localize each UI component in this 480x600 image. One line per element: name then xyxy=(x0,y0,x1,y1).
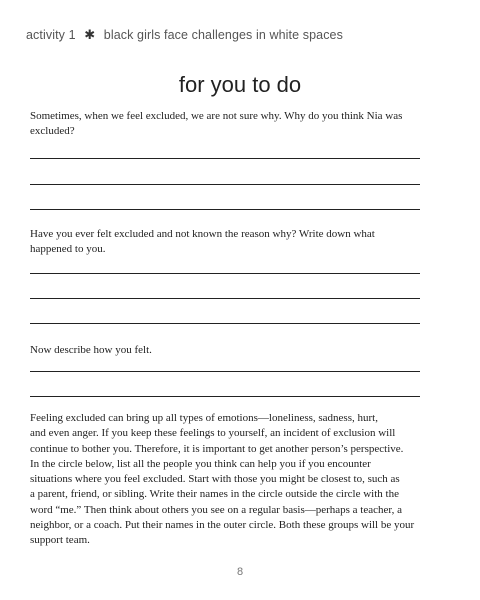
paragraph-line: situations where you feel excluded. Start with those you might be closest to, such as xyxy=(30,473,400,486)
question-2-line-1: Have you ever felt excluded and not known the reason why? Write down what xyxy=(30,228,375,240)
answer-line[interactable] xyxy=(30,396,420,397)
asterisk-star-icon: ✱ xyxy=(84,27,96,42)
paragraph-line: and even anger. If you keep these feelings to yourself, an incident of exclusion will xyxy=(30,427,396,440)
paragraph-line: In the circle below, list all the people you think can help you if you encounter xyxy=(30,457,371,470)
answer-line[interactable] xyxy=(30,298,420,299)
question-3-prompt xyxy=(30,343,430,358)
paragraph-line: support team. xyxy=(30,534,90,547)
activity-label: activity 1 xyxy=(26,28,76,42)
paragraph-line: word “me.” Then think about others you see on a regular basis—perhaps a teacher, a xyxy=(30,503,403,516)
chapter-title: black girls face challenges in white spaces xyxy=(103,28,343,42)
question-2-prompt xyxy=(30,227,430,257)
paragraph-line: a parent, friend, or sibling. Write their names in the circle outside the circle with the xyxy=(30,488,399,501)
section-title: for you to do xyxy=(178,72,302,97)
paragraph-line: Feeling excluded can bring up all types of emotions—loneliness, sadness, hurt, xyxy=(30,412,378,424)
support-team-instructions xyxy=(30,411,445,549)
question-1-line-1: Sometimes, when we feel excluded, we are not sure why. Why do you think Nia was xyxy=(30,110,403,122)
question-1-prompt xyxy=(30,109,430,139)
page-number: 8 xyxy=(236,566,244,578)
answer-line[interactable] xyxy=(30,371,420,372)
answer-line[interactable] xyxy=(30,273,420,274)
question-1-line-2: excluded? xyxy=(30,125,75,137)
paragraph-line: neighbor, or a coach. Put their names in the outer circle. Both these groups will be your xyxy=(30,519,415,532)
answer-line[interactable] xyxy=(30,209,420,210)
paragraph-line: continue to bother you. Therefore, it is important to get another person’s perspective. xyxy=(30,442,404,455)
answer-line[interactable] xyxy=(30,184,420,185)
answer-line[interactable] xyxy=(30,158,420,159)
running-head xyxy=(26,27,343,43)
question-3-line-1: Now describe how you felt. xyxy=(30,344,152,356)
question-2-line-2: happened to you. xyxy=(30,243,106,255)
answer-line[interactable] xyxy=(30,323,420,324)
